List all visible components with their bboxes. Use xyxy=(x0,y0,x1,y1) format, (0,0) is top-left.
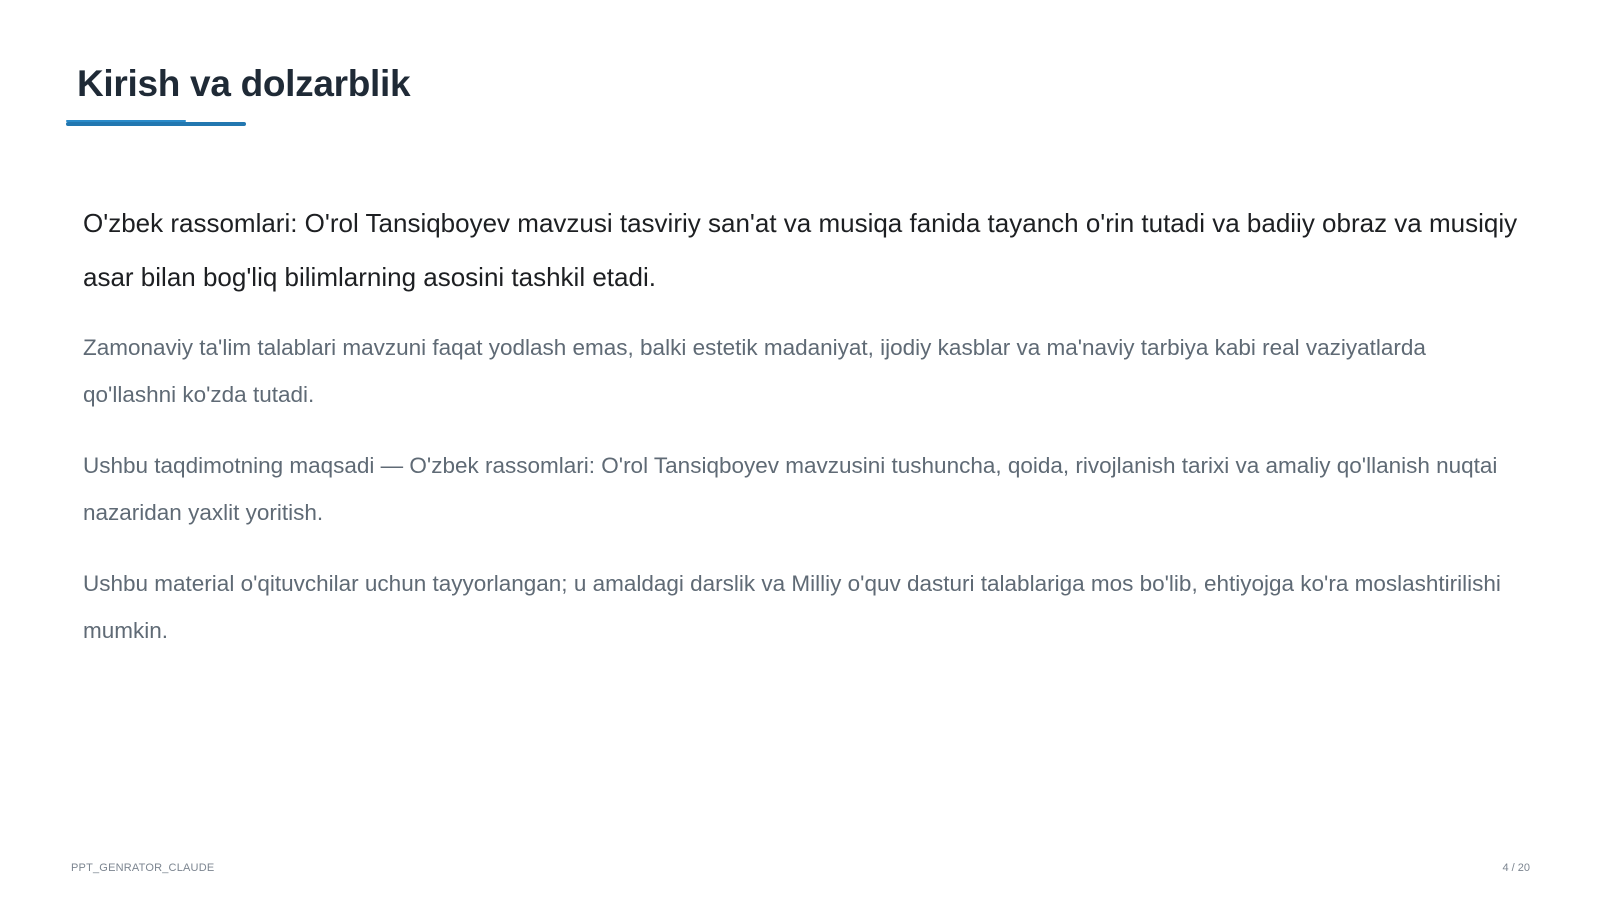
title-underline-highlight xyxy=(66,120,186,122)
body-paragraph-2: Ushbu taqdimotning maqsadi — O'zbek rassomlari: O'rol Tansiqboyev mavzusini tushuncha, qoida, rivojlanish tarixi va amaliy qo'llanish nuqtai nazaridan yaxlit yoritish. xyxy=(83,453,1498,525)
body-paragraph-1: Zamonaviy ta'lim talablari mavzuni faqat yodlash emas, balki estetik madaniyat, ijodiy kasblar va ma'naviy tarbiya kabi real vaziyatlarda qo'llashni ko'zda tutadi. xyxy=(83,335,1426,407)
body-paragraph-3: Ushbu material o'qituvchilar uchun tayyorlangan; u amaldagi darslik va Milliy o'quv dasturi talablariga mos bo'lib, ehtiyojga ko'ra moslashtirilishi mumkin. xyxy=(83,571,1501,643)
slide-body xyxy=(83,196,1523,678)
lead-paragraph: O'zbek rassomlari: O'rol Tansiqboyev mavzusi tasviriy san'at va musiqa fanida tayanch o'rin tutadi va badiiy obraz va musiqiy asar bilan bog'liq bilimlarning asosini tashkil etadi. xyxy=(83,208,1518,292)
slide-title: Kirish va dolzarblik xyxy=(77,63,411,104)
page-number: 4 / 20 xyxy=(1502,862,1530,874)
title-underline xyxy=(66,122,246,126)
footer-source: PPT_GENRATOR_CLAUDE xyxy=(71,862,215,874)
